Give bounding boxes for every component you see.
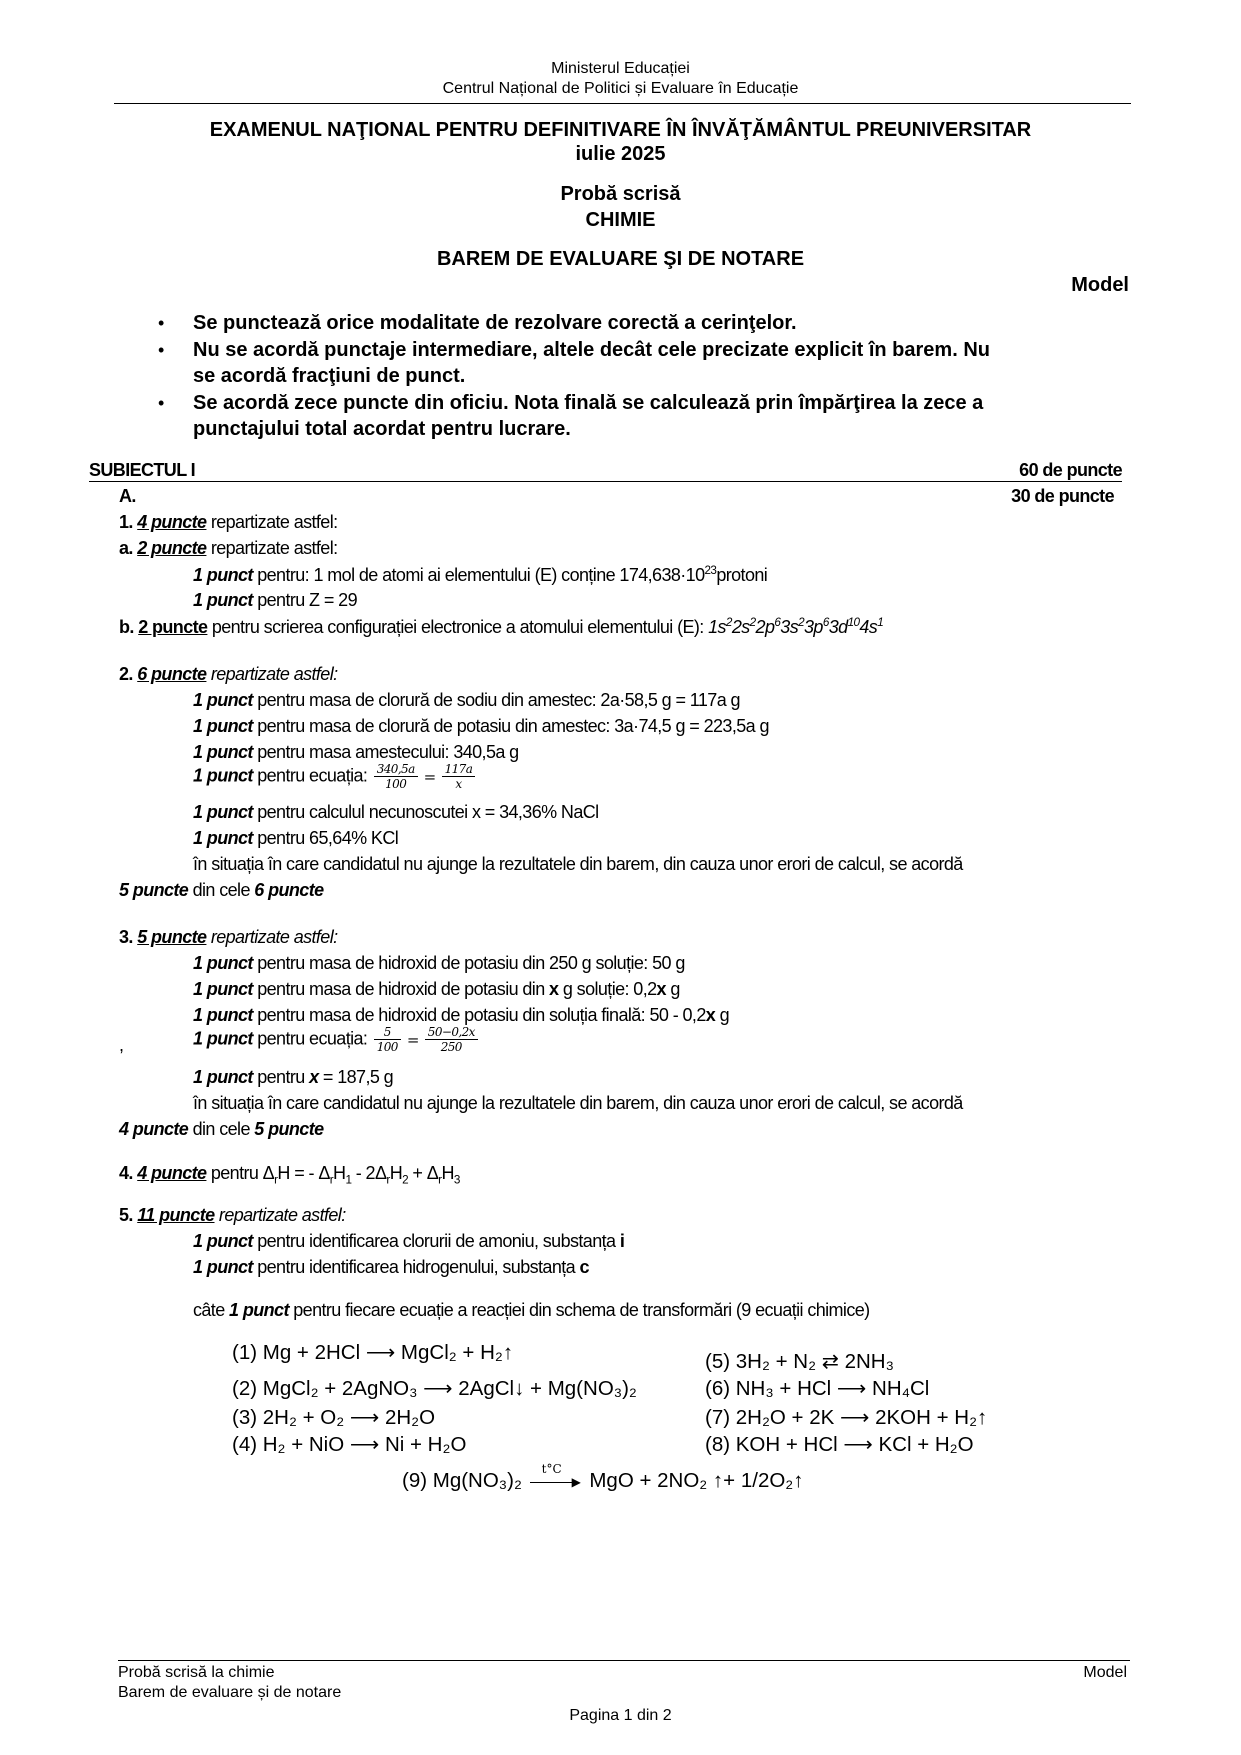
q5-points: 11 puncte bbox=[137, 1205, 215, 1225]
q2-item-3: 1 punct pentru masa amestecului: 340,5a g bbox=[193, 742, 519, 762]
footer-left-1: Probă scrisă la chimie bbox=[118, 1664, 275, 1681]
rule-2b: se acordă fracţiuni de punct. bbox=[193, 365, 466, 387]
q1-repartizate: repartizate astfel: bbox=[210, 512, 338, 532]
q1-points: 4 puncte bbox=[137, 512, 207, 532]
footer-divider bbox=[118, 1660, 1130, 1661]
bullet-icon: • bbox=[158, 340, 165, 360]
subiect-points: 60 de puncte bbox=[1019, 460, 1122, 480]
header-divider bbox=[114, 103, 1131, 104]
heat-arrow-icon: t°C ▶ bbox=[528, 1470, 584, 1494]
q2-item-2: 1 punct pentru masa de clorură de potasiu din amestec: 3a·74,5 g = 223,5a g bbox=[193, 716, 769, 736]
q5-item-2: 1 punct pentru identificarea hidrogenului, substanța c bbox=[193, 1257, 589, 1277]
equation-4: (4) H₂ + NiO ⟶ Ni + H₂O bbox=[232, 1433, 467, 1456]
q3-line bbox=[119, 927, 338, 948]
punct-label: 1 punct bbox=[193, 590, 253, 610]
q1b-letter: b. bbox=[119, 617, 134, 637]
q2-repartizate: repartizate astfel: bbox=[210, 664, 338, 684]
q2-item-6: 1 punct pentru 65,64% KCl bbox=[193, 828, 399, 848]
bullet-icon: • bbox=[158, 313, 165, 333]
fraction: $\frac{117a}{x}$ bbox=[442, 762, 476, 791]
fraction: $\frac{5}{100}$ bbox=[374, 1025, 401, 1054]
section-a-points: 30 de puncte bbox=[1011, 486, 1114, 506]
q1a-item-1-text: pentru: 1 mol de atomi ai elementului (E) conține 174,638·10 bbox=[257, 565, 705, 585]
q1a-item-1 bbox=[193, 564, 767, 586]
q5-item-1: 1 punct pentru identificarea clorurii de amoniu, substanța i bbox=[193, 1231, 625, 1251]
q4-points: 4 puncte bbox=[137, 1163, 207, 1183]
equation-9: (9) Mg(NO₃)₂ t°C ▶ MgO + 2NO₂ ↑+ 1/2O₂↑ bbox=[402, 1461, 804, 1492]
equation-2: (2) MgCl₂ + 2AgNO₃ ⟶ 2AgCl↓ + Mg(NO₃)₂ bbox=[232, 1377, 637, 1400]
punct-label: 1 punct bbox=[193, 565, 253, 585]
rule-2a: Nu se acordă punctaje intermediare, altele decât cele precizate explicit în barem. Nu bbox=[193, 339, 990, 361]
model-label: Model bbox=[1071, 274, 1129, 296]
q3-item-5: 1 punct pentru x = 187,5 g bbox=[193, 1067, 394, 1087]
exam-title: EXAMENUL NAŢIONAL PENTRU DEFINITIVARE ÎN ÎNVĂŢĂMÂNTUL PREUNIVERSITAR bbox=[209, 119, 1032, 141]
q3-item-2: 1 punct pentru masa de hidroxid de potasiu din x g soluție: 0,2x g bbox=[193, 979, 680, 999]
q1a-item-2-text: pentru Z = 29 bbox=[257, 590, 357, 610]
q5-line bbox=[119, 1205, 346, 1226]
equation-8: (8) KOH + HCl ⟶ KCl + H₂O bbox=[705, 1433, 974, 1456]
footer-left-2: Barem de evaluare și de notare bbox=[118, 1684, 342, 1701]
q5-number: 5. bbox=[119, 1205, 133, 1225]
q3-error-points: 4 puncte din cele 5 puncte bbox=[119, 1119, 324, 1139]
q5-repartizate: repartizate astfel: bbox=[218, 1205, 346, 1225]
q3-points: 5 puncte bbox=[137, 927, 207, 947]
rule-3b: punctajului total acordat pentru lucrare. bbox=[193, 418, 571, 440]
exam-session: iulie 2025 bbox=[575, 143, 666, 165]
q4-line: 4. 4 puncte pentru $\Delta_rH$ = - $\Delta_rH_1 - 2\Delta_rH_2 + \Delta_rH_3$ bbox=[119, 1163, 460, 1187]
q1a-letter: a. bbox=[119, 538, 133, 558]
q3-repartizate: repartizate astfel: bbox=[210, 927, 338, 947]
q1a-line bbox=[119, 538, 338, 559]
q1b-points: 2 puncte bbox=[138, 617, 208, 637]
q1a-exponent: 23 bbox=[704, 564, 717, 577]
q2-number: 2. bbox=[119, 664, 133, 684]
q3-number: 3. bbox=[119, 927, 133, 947]
stray-comma: , bbox=[119, 1035, 124, 1055]
equation-6: (6) NH₃ + HCl ⟶ NH₄Cl bbox=[705, 1377, 930, 1400]
q5-cate-line: câte 1 punct pentru fiecare ecuație a reacției din schema de transformări (9 ecuații chimice) bbox=[193, 1300, 870, 1320]
q1a-repartizate: repartizate astfel: bbox=[210, 538, 338, 558]
q1-line bbox=[119, 512, 338, 533]
q2-error-points: 5 puncte din cele 6 puncte bbox=[119, 880, 324, 900]
barem-title: BAREM DE EVALUARE ŞI DE NOTARE bbox=[436, 248, 805, 270]
subject-name: CHIMIE bbox=[585, 209, 656, 231]
q3-item-3: 1 punct pentru masa de hidroxid de potasiu din soluția finală: 50 - 0,2x g bbox=[193, 1005, 729, 1025]
ministry-name: Ministerul Educației bbox=[551, 60, 690, 77]
subiect-underline bbox=[89, 481, 1122, 482]
proba-label: Probă scrisă bbox=[560, 183, 681, 205]
q1a-item-2 bbox=[193, 590, 357, 611]
equation-3: (3) 2H₂ + O₂ ⟶ 2H₂O bbox=[232, 1406, 436, 1429]
equation-7: (7) 2H₂O + 2K ⟶ 2KOH + H₂↑ bbox=[705, 1406, 988, 1429]
footer-right: Model bbox=[1083, 1664, 1127, 1681]
q1b-text: pentru scrierea configurației electronice a atomului elementului (E): bbox=[211, 617, 704, 637]
q3-error-note: în situația în care candidatul nu ajunge la rezultatele din barem, din cauza unor erori de calcul, se acordă bbox=[193, 1093, 963, 1113]
q1b-line bbox=[119, 616, 883, 638]
q2-item-1: 1 punct pentru masa de clorură de sodiu din amestec: 2a·58,5 g = 117a g bbox=[193, 690, 740, 710]
q2-line bbox=[119, 664, 338, 685]
subiect-label: SUBIECTUL I bbox=[89, 460, 196, 480]
fraction: $\frac{50-0,2x}{250}$ bbox=[425, 1025, 478, 1054]
bullet-icon: • bbox=[158, 393, 165, 413]
q3-item-4: 1 punct pentru ecuația: $\frac{5}{100}$ = $\frac{50-0,2x}{250}$ bbox=[193, 1025, 480, 1054]
q4-number: 4. bbox=[119, 1163, 133, 1183]
q3-item-1: 1 punct pentru masa de hidroxid de potasiu din 250 g soluție: 50 g bbox=[193, 953, 685, 973]
q2-error-note: în situația în care candidatul nu ajunge la rezultatele din barem, din cauza unor erori de calcul, se acordă bbox=[193, 854, 963, 874]
rule-3a: Se acordă zece puncte din oficiu. Nota finală se calculează prin împărţirea la zece a bbox=[193, 392, 984, 414]
electron-config: $1s^22s^22p^63s^23p^63d^{10}4s^1$ bbox=[708, 616, 884, 637]
q2-item-5: 1 punct pentru calculul necunoscutei x = 34,36% NaCl bbox=[193, 802, 599, 822]
q1a-points: 2 puncte bbox=[137, 538, 207, 558]
q2-item-4: 1 punct pentru ecuația: $\frac{340,5a}{100}$ = $\frac{117a}{x}$ bbox=[193, 762, 477, 791]
center-name: Centrul Național de Politici și Evaluare în Educație bbox=[442, 80, 799, 97]
q1-number: 1. bbox=[119, 512, 133, 532]
rule-1: Se punctează orice modalitate de rezolvare corectă a cerinţelor. bbox=[193, 312, 797, 334]
equation-1: (1) Mg + 2HCl ⟶ MgCl₂ + H₂↑ bbox=[232, 1341, 514, 1364]
fraction: $\frac{340,5a}{100}$ bbox=[374, 762, 418, 791]
page-number: Pagina 1 din 2 bbox=[569, 1707, 672, 1724]
section-a-label: A. bbox=[119, 486, 136, 506]
q1a-item-1-post: protoni bbox=[716, 565, 768, 585]
q2-points: 6 puncte bbox=[137, 664, 207, 684]
equation-5: (5) 3H₂ + N₂ ⇄ 2NH₃ bbox=[705, 1350, 894, 1373]
